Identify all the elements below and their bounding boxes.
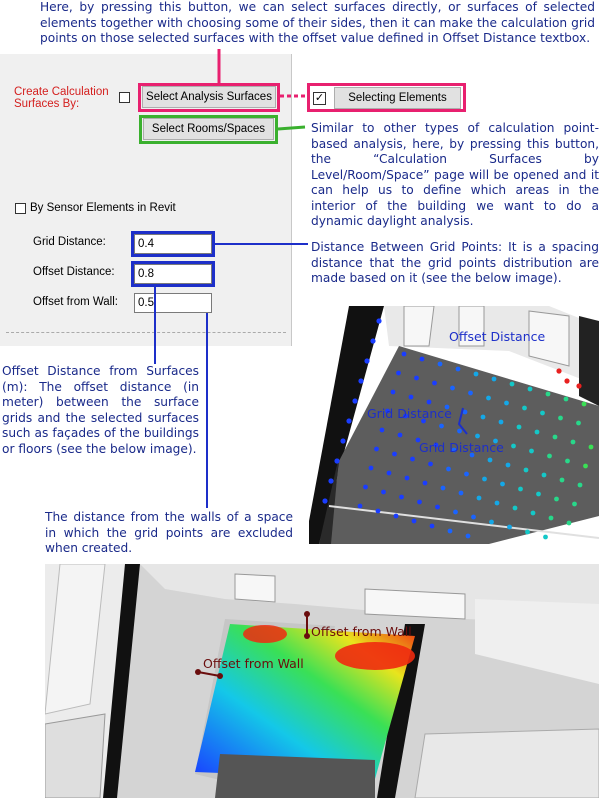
offset-from-wall-tag-a: Offset from Wall [311,624,412,639]
grid-point [364,358,369,363]
grid-point [423,481,428,486]
grid-point [576,421,581,426]
grid-point [565,459,570,464]
grid-point [328,478,333,483]
create-surfaces-label: Create Calculation Surfaces By: [14,86,109,110]
grid-point [392,452,397,457]
grid-point [506,463,511,468]
grid-point [556,368,561,373]
grid-point [529,449,534,454]
offset-distance-input[interactable]: 0.8 [134,264,212,284]
grid-point [504,401,509,406]
grid-point [446,467,451,472]
grid-point [376,509,381,514]
select-rooms-spaces-button[interactable]: Select Rooms/Spaces [143,118,274,140]
grid-point [554,497,559,502]
offset-from-wall-tag-b: Offset from Wall [203,656,304,671]
grid-point [546,392,551,397]
grid-point [391,390,396,395]
grid-point [576,383,581,388]
grid-points-render [309,306,599,544]
grid-point [528,387,533,392]
grid-distance-label: Grid Distance: [33,236,106,248]
note-select-rooms: Similar to other types of calculation point-based analysis, here, by pressing this button, the “Calculation Surfaces by Level/Room/Space” page will be opened and it can help us to define which areas in the interior of the building we want to do a dynamic daylight analysis. [311,121,599,228]
grid-point [572,502,577,507]
grid-distance-tag-a: Grid Distance [367,406,452,421]
grid-point [369,466,374,471]
grid-point [352,398,357,403]
offset-distance-label: Offset Distance: [33,266,115,278]
grid-point [448,529,453,534]
grid-point [578,483,583,488]
grid-point [571,440,576,445]
grid-point [370,338,375,343]
grid-point [499,420,504,425]
grid-point [567,521,572,526]
note-offset-distance: Offset Distance from Surfaces (m): The offset distance (in meter) between the surface grids and the selected surfaces such as façades of the buildings or floors (see the below image). [2,364,199,456]
grid-point [420,357,425,362]
grid-point [453,510,458,515]
grid-point [558,416,563,421]
grid-point [486,396,491,401]
offset-distance-tag: Offset Distance [449,329,546,344]
grid-point [583,464,588,469]
grid-point [430,524,435,529]
grid-point [553,435,558,440]
grid-point [439,424,444,429]
grid-point [507,525,512,530]
grid-point [457,429,462,434]
grid-point [376,318,381,323]
grid-point [438,362,443,367]
grid-point [358,378,363,383]
grid-point [340,438,345,443]
grid-point [495,501,500,506]
grid-point [450,386,455,391]
grid-point [435,505,440,510]
grid-point [441,486,446,491]
grid-point [399,495,404,500]
grid-point [542,473,547,478]
grid-point [582,402,587,407]
grid-point [409,395,414,400]
grid-point [417,500,422,505]
grid-point [334,458,339,463]
grid-point [513,506,518,511]
grid-point [492,377,497,382]
grid-point [535,430,540,435]
grid-point [468,391,473,396]
select-analysis-surfaces-button[interactable]: Select Analysis Surfaces [142,86,276,108]
grid-point [560,478,565,483]
grid-point [482,477,487,482]
grid-point [536,492,541,497]
grid-point [346,418,351,423]
grid-point [474,372,479,377]
grid-point [549,516,554,521]
grid-point [481,415,486,420]
grid-point [522,406,527,411]
grid-point [432,381,437,386]
grid-point [543,535,548,540]
sensor-elements-label: By Sensor Elements in Revit [30,202,176,214]
grid-point [471,515,476,520]
grid-point [398,433,403,438]
grid-point [517,425,522,430]
note-offset-from-wall: The distance from the walls of a space in which the grid points are excluded when created. [45,510,293,555]
grid-point [381,490,386,495]
grid-point [394,514,399,519]
grid-point [489,520,494,525]
grid-point [500,482,505,487]
grid-point [511,444,516,449]
grid-point [322,498,327,503]
grid-point [374,447,379,452]
grid-point [477,496,482,501]
grid-point [564,397,569,402]
grid-point [464,472,469,477]
grid-point [510,382,515,387]
grid-point [396,371,401,376]
note-select-surfaces: Here, by pressing this button, we can select surfaces directly, or surfaces of selected elements together with choosing some of their sides, then it can make the calculation grid points on those selected surfaces with the offset value defined in Offset Distance textbox. [40,0,595,45]
selecting-elements-checkbox[interactable]: ✓ [314,92,325,104]
grid-point [466,534,471,539]
grid-point [428,462,433,467]
note-grid-distance: Distance Between Grid Points: It is a spacing distance that the grid points distribution are made based on it (see the below image). [311,240,599,285]
grid-point [387,471,392,476]
grid-point [427,400,432,405]
grid-point [412,519,417,524]
grid-point [402,352,407,357]
grid-point [518,487,523,492]
grid-distance-tag-b: Grid Distance [419,440,504,455]
grid-point [405,476,410,481]
grid-point [547,454,552,459]
grid-point [564,378,569,383]
grid-point [525,530,530,535]
grid-point [363,485,368,490]
offset-from-wall-render [45,564,599,798]
grid-point [459,491,464,496]
grid-point [531,511,536,516]
grid-point [540,411,545,416]
selecting-elements-button[interactable]: Selecting Elements [334,87,461,109]
grid-point [589,445,594,450]
grid-point [456,367,461,372]
grid-distance-input[interactable]: 0.4 [134,234,212,254]
grid-point [475,434,480,439]
offset-from-wall-input[interactable]: 0.5 [134,293,212,313]
grid-point [524,468,529,473]
grid-point [410,457,415,462]
grid-point [488,458,493,463]
offset-from-wall-label: Offset from Wall: [33,296,118,308]
grid-point [380,428,385,433]
grid-point [358,504,363,509]
grid-point [414,376,419,381]
